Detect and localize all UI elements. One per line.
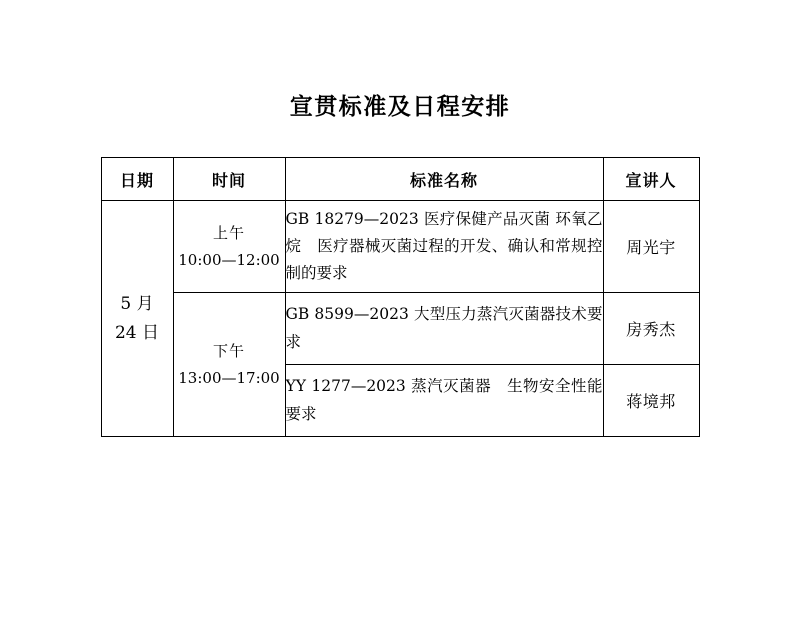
cell-speaker: 蒋境邦 xyxy=(603,365,699,437)
schedule-table-wrapper xyxy=(0,157,800,437)
column-header-date: 日期 xyxy=(101,158,173,201)
column-header-standard-name: 标准名称 xyxy=(285,158,603,201)
column-header-speaker: 宣讲人 xyxy=(603,158,699,201)
time-label-morning: 上午 xyxy=(212,223,245,242)
table-row xyxy=(101,201,699,293)
table-row xyxy=(101,293,699,365)
date-line-month: 5 月 xyxy=(120,293,154,314)
cell-speaker: 房秀杰 xyxy=(603,293,699,365)
document-page xyxy=(0,88,800,630)
cell-standard-name: GB 18279—2023 医疗保健产品灭菌 环氧乙烷 医疗器械灭菌过程的开发、确认和常规控制的要求 xyxy=(285,201,603,293)
schedule-table xyxy=(101,157,700,437)
table-header-row xyxy=(101,158,699,201)
cell-date xyxy=(101,201,173,437)
time-label-afternoon: 下午 xyxy=(212,341,245,360)
cell-standard-name: GB 8599—2023 大型压力蒸汽灭菌器技术要求 xyxy=(285,293,603,365)
cell-standard-name: YY 1277—2023 蒸汽灭菌器 生物安全性能要求 xyxy=(285,365,603,437)
page-title: 宣贯标准及日程安排 xyxy=(289,94,511,120)
column-header-time: 时间 xyxy=(173,158,285,201)
cell-time-afternoon xyxy=(173,293,285,437)
cell-speaker: 周光宇 xyxy=(603,201,699,293)
time-range-morning: 10:00—12:00 xyxy=(178,250,280,269)
time-range-afternoon: 13:00—17:00 xyxy=(178,368,280,387)
date-line-day: 24 日 xyxy=(114,322,160,343)
cell-time-morning xyxy=(173,201,285,293)
